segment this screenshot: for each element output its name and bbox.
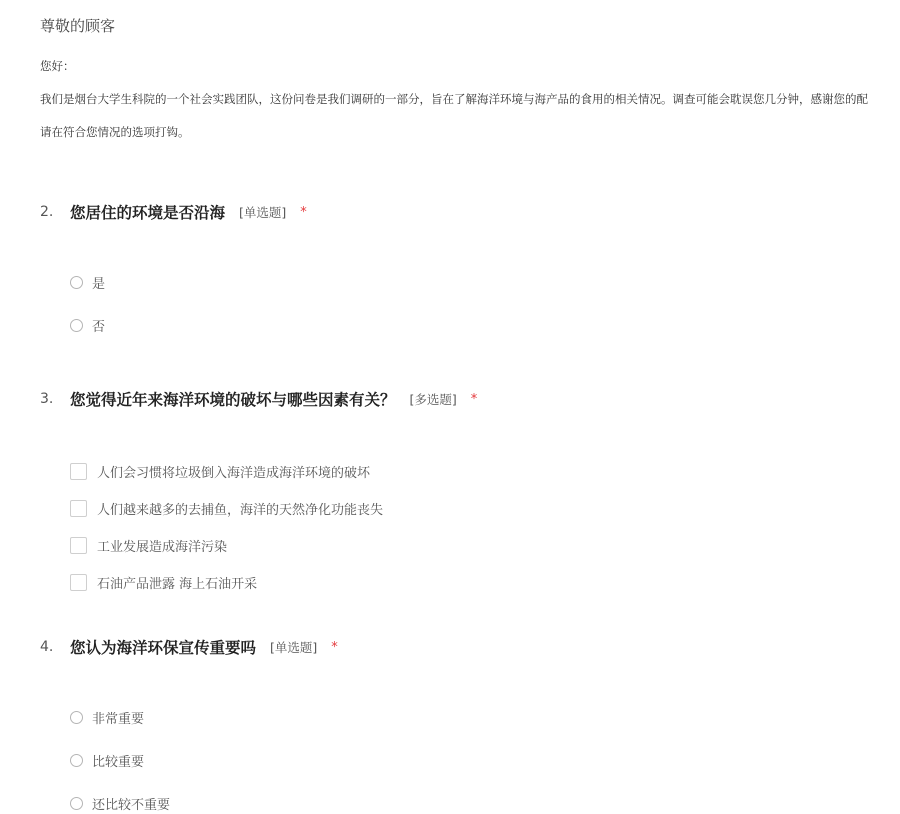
option-label[interactable]: 还比较不重要 <box>92 797 171 813</box>
intro-greeting: 尊敬的顾客 <box>40 17 116 35</box>
intro-purpose: 我们是烟台大学生科院的一个社会实践团队，这份问卷是我们调研的一部分，旨在了解海洋环境与海产品的食用的相关情况。调查可能会耽误您几分钟，感谢您的配 <box>40 92 868 106</box>
question-number: 3. <box>40 391 54 407</box>
radio-circle-icon[interactable] <box>70 754 83 767</box>
question-title: 您居住的环境是否沿海 <box>70 204 226 222</box>
checkbox-square-icon[interactable] <box>70 574 87 591</box>
option-radio[interactable] <box>70 271 105 293</box>
checkbox-square-icon[interactable] <box>70 500 87 517</box>
question-type-badge: [单选题] <box>270 640 318 655</box>
question-number: 2. <box>40 204 54 220</box>
radio-circle-icon[interactable] <box>70 797 83 810</box>
option-radio[interactable] <box>70 792 170 814</box>
required-mark: * <box>470 391 478 407</box>
option-label[interactable]: 比较重要 <box>92 754 145 770</box>
option-label[interactable]: 是 <box>92 276 106 292</box>
required-mark: * <box>331 639 338 655</box>
question-header <box>40 635 338 659</box>
option-radio[interactable] <box>70 314 105 336</box>
option-radio[interactable] <box>70 706 144 728</box>
option-checkbox[interactable] <box>70 534 227 556</box>
radio-circle-icon[interactable] <box>70 276 83 289</box>
checkbox-square-icon[interactable] <box>70 537 87 554</box>
question-header <box>40 387 477 411</box>
option-label[interactable]: 非常重要 <box>92 711 145 727</box>
intro-hello: 您好： <box>40 59 75 73</box>
option-label[interactable]: 人们会习惯将垃圾倒入海洋造成海洋环境的破坏 <box>97 465 371 481</box>
option-label[interactable]: 工业发展造成海洋污染 <box>97 539 228 555</box>
question-header <box>40 200 307 224</box>
option-checkbox[interactable] <box>70 497 383 519</box>
required-mark: * <box>300 204 307 220</box>
option-label[interactable]: 石油产品泄露 海上石油开采 <box>97 576 258 592</box>
checkbox-square-icon[interactable] <box>70 463 87 480</box>
question-title: 您认为海洋环保宣传重要吗 <box>70 639 257 657</box>
option-label[interactable]: 否 <box>92 319 106 335</box>
option-checkbox[interactable] <box>70 571 257 593</box>
radio-circle-icon[interactable] <box>70 319 83 332</box>
question-title: 您觉得近年来海洋环境的破坏与哪些因素有关？ <box>70 391 396 409</box>
question-number: 4. <box>40 639 54 655</box>
question-type-badge: [多选题] <box>409 392 457 407</box>
option-radio[interactable] <box>70 749 144 771</box>
intro-instruction: 请在符合您情况的选项打钩。 <box>40 125 190 139</box>
option-label[interactable]: 人们越来越多的去捕鱼，海洋的天然净化功能丧失 <box>97 502 384 518</box>
question-type-badge: [单选题] <box>239 205 287 220</box>
option-checkbox[interactable] <box>70 460 370 482</box>
radio-circle-icon[interactable] <box>70 711 83 724</box>
